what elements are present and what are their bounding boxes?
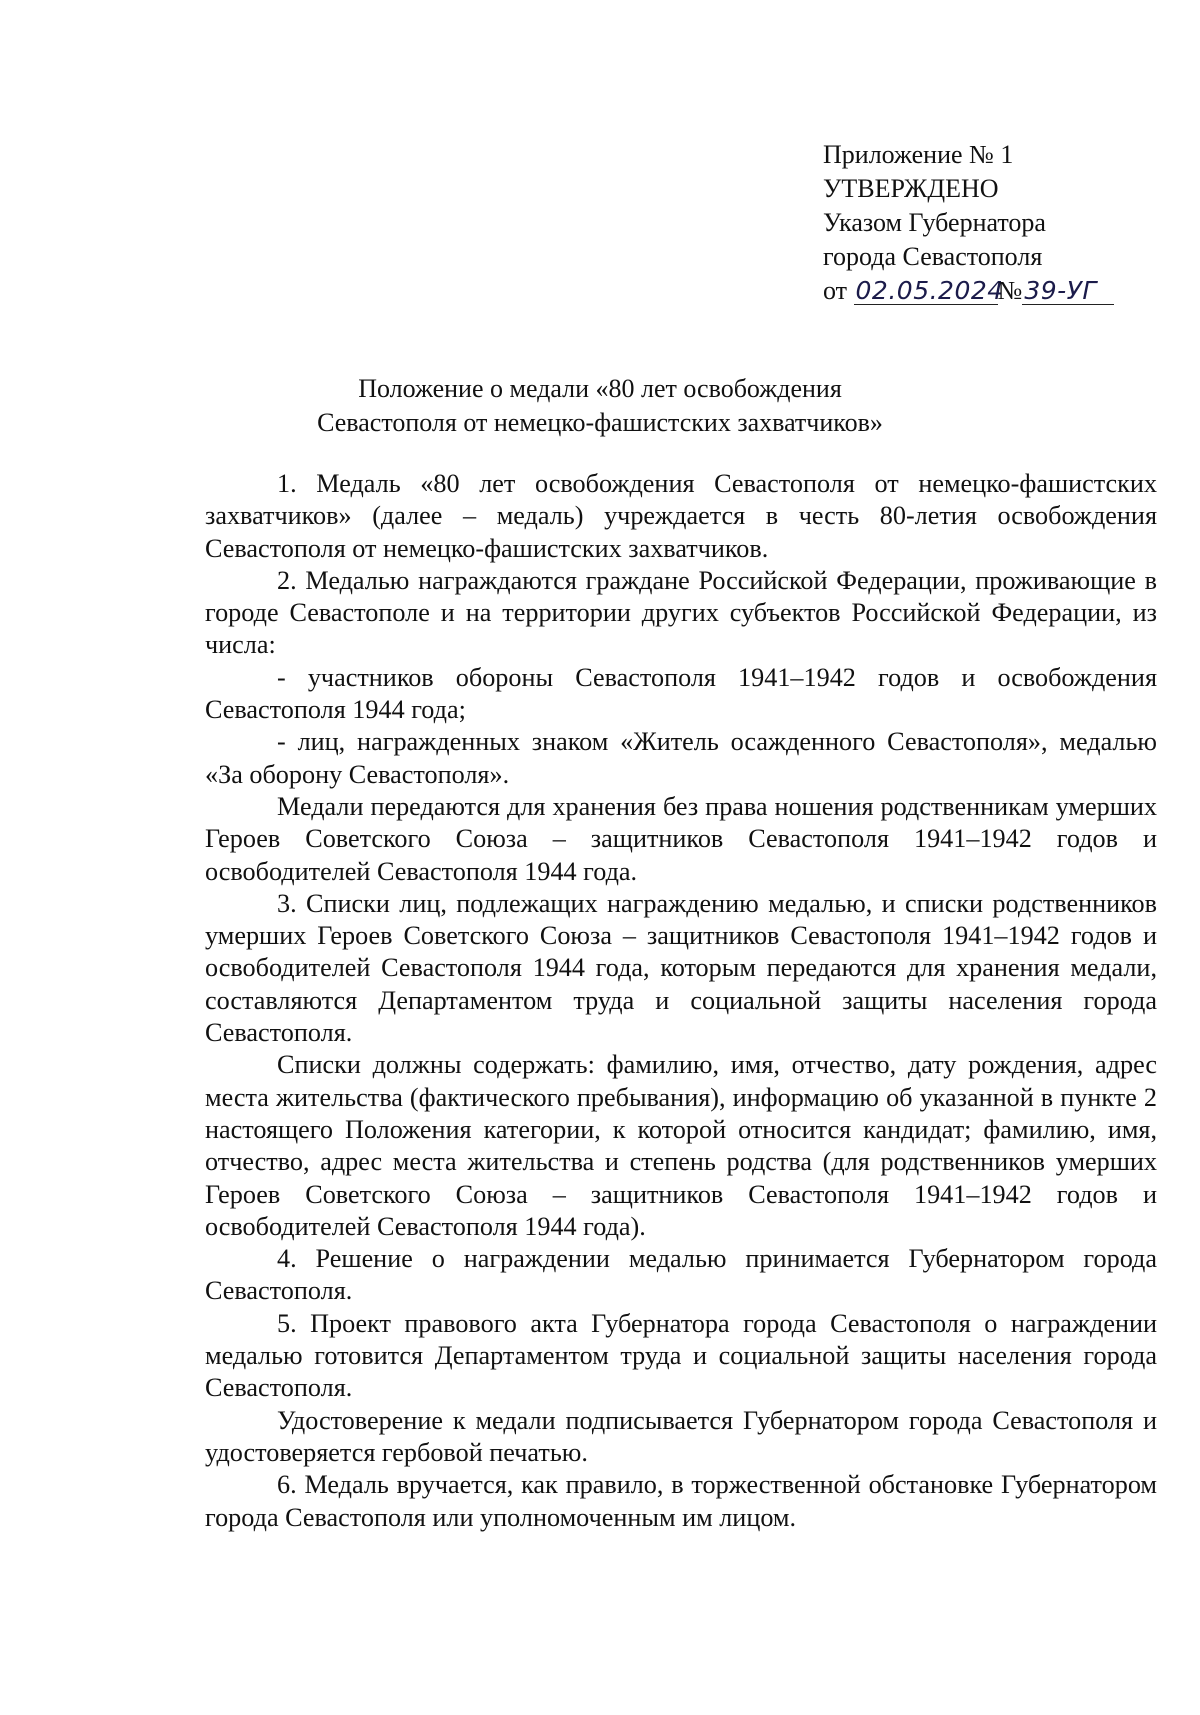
handwritten-number: 39-УГ	[1022, 278, 1114, 305]
date-prefix: от	[823, 276, 848, 305]
document-body	[205, 468, 1157, 1534]
decree-line: Указом Губернатора	[823, 208, 1046, 237]
paragraph-2: 2. Медалью награждаются граждане Российской Федерации, проживающие в городе Севастополе и на территории других субъектов Российской Федерации, из числа:	[205, 565, 1157, 660]
paragraph-2-item-2: - лиц, награжденных знаком «Житель осажденного Севастополя», медалью «За оборону Севастополя».	[205, 727, 1157, 789]
title-line-2: Севастополя от немецко-фашистских захватчиков»	[317, 408, 883, 437]
paragraph-1: 1. Медаль «80 лет освобождения Севастополя от немецко-фашистских захватчиков» (далее – медаль) учреждается в честь 80-летия освобождения Севастополя от немецко-фашистских захватчиков.	[205, 469, 1157, 563]
paragraph-2-item-1: - участников обороны Севастополя 1941–1942 годов и освобождения Севастополя 1944 года;	[205, 662, 1157, 725]
handwritten-date: 02.05.2024	[855, 276, 1004, 305]
approved-label: УТВЕРЖДЕНО	[823, 174, 999, 203]
title-line-1: Положение о медали «80 лет освобождения	[358, 374, 842, 403]
document-title	[0, 372, 1200, 440]
paragraph-5: 5. Проект правового акта Губернатора города Севастополя о награждении медалью готовится Департаментом труда и социальной защиты населения города Севастополя.	[205, 1308, 1157, 1403]
approval-block	[823, 138, 1114, 308]
appendix-label: Приложение № 1	[823, 140, 1014, 169]
city-line: города Севастополя	[823, 242, 1043, 271]
number-sign: №	[997, 276, 1023, 305]
paragraph-5-certificate: Удостоверение к медали подписывается Губернатором города Севастополя и удостоверяется гербовой печатью.	[205, 1405, 1157, 1467]
paragraph-6: 6. Медаль вручается, как правило, в торжественной обстановке Губернатором города Севастополя или уполномоченным им лицом.	[205, 1470, 1157, 1532]
paragraph-2-relatives: Медали передаются для хранения без права ношения родственникам умерших Героев Советского Союза – защитников Севастополя 1941–1942 годов и освободителей Севастополя 1944 года.	[205, 791, 1157, 886]
paragraph-3: 3. Списки лиц, подлежащих награждению медалью, и списки родственников умерших Героев Советского Союза – защитников Севастополя 1941–1942 годов и освободителей Севастополя 1944 года, которым передаются для хранения медали, составляются Департаментом труда и социальной защиты населения города Севастополя.	[205, 888, 1157, 1048]
paragraph-4: 4. Решение о награждении медалью принимается Губернатором города Севастополя.	[205, 1244, 1157, 1306]
date-number-line	[823, 274, 1114, 308]
paragraph-3-contents: Списки должны содержать: фамилию, имя, отчество, дату рождения, адрес места жительства (фактического пребывания), информацию об указанной в пункте 2 настоящего Положения категории, к которой относится кандидат; фамилию, имя, отчество, адрес места жительства и степень родства (для родственников умерших Героев Советского Союза – защитников Севастополя 1941–1942 годов и освободителей Севастополя 1944 года).	[205, 1050, 1157, 1241]
